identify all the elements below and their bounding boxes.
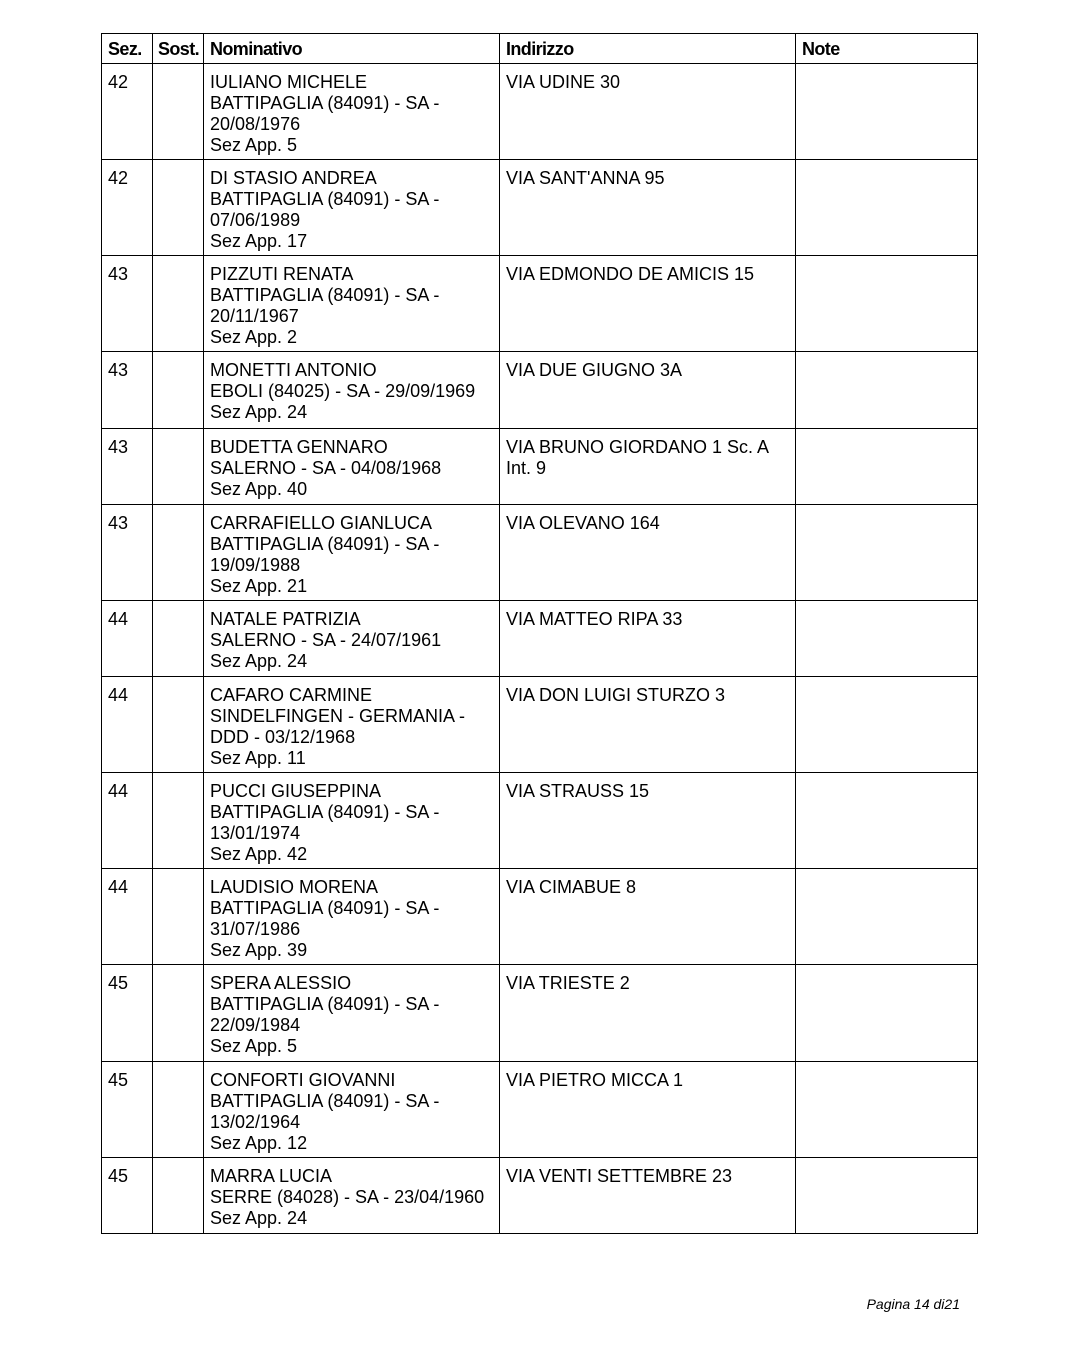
person-name: IULIANO MICHELE <box>210 72 368 92</box>
cell-nominativo <box>204 160 500 256</box>
cell-nominativo <box>204 869 500 965</box>
header-note: Note <box>796 34 978 64</box>
cell-indirizzo <box>500 869 796 965</box>
table-row <box>102 677 978 773</box>
table-row <box>102 352 978 429</box>
birth-info: BATTIPAGLIA (84091) - SA - <box>210 285 440 305</box>
page-number: Pagina 14 di21 <box>866 1296 960 1312</box>
cell-indirizzo <box>500 773 796 869</box>
address: VIA OLEVANO 164 <box>506 513 660 533</box>
voter-table <box>101 33 978 1234</box>
table-row <box>102 64 978 160</box>
cell-indirizzo <box>500 601 796 677</box>
birth-info: SALERNO - SA - 04/08/1968 <box>210 458 442 478</box>
cell-sost <box>153 677 204 773</box>
sez-app: Sez App. 24 <box>210 1208 308 1228</box>
header-indirizzo: Indirizzo <box>500 34 796 64</box>
cell-indirizzo <box>500 64 796 160</box>
sez-app: Sez App. 5 <box>210 1036 298 1056</box>
cell-sez: 43 <box>102 352 153 429</box>
person-name: BUDETTA GENNARO <box>210 437 388 457</box>
cell-nominativo <box>204 505 500 601</box>
cell-nominativo <box>204 773 500 869</box>
sez-app: Sez App. 12 <box>210 1133 308 1153</box>
person-name: CARRAFIELLO GIANLUCA <box>210 513 433 533</box>
cell-sost <box>153 352 204 429</box>
birth-info: EBOLI (84025) - SA - 29/09/1969 <box>210 381 476 401</box>
cell-indirizzo <box>500 1062 796 1158</box>
person-name: CONFORTI GIOVANNI <box>210 1070 396 1090</box>
address: VIA DON LUIGI STURZO 3 <box>506 685 726 705</box>
cell-nominativo <box>204 256 500 352</box>
cell-note <box>796 677 978 773</box>
cell-indirizzo <box>500 677 796 773</box>
address: VIA VENTI SETTEMBRE 23 <box>506 1166 733 1186</box>
cell-nominativo <box>204 64 500 160</box>
cell-nominativo <box>204 1062 500 1158</box>
cell-indirizzo <box>500 429 796 505</box>
birth-info: BATTIPAGLIA (84091) - SA - <box>210 994 440 1014</box>
cell-nominativo <box>204 965 500 1062</box>
header-nominativo: Nominativo <box>204 34 500 64</box>
person-name: PUCCI GIUSEPPINA <box>210 781 382 801</box>
cell-note <box>796 773 978 869</box>
table-row <box>102 1158 978 1234</box>
cell-nominativo <box>204 429 500 505</box>
address: VIA BRUNO GIORDANO 1 Sc. A Int. 9 <box>506 437 769 478</box>
cell-sez: 44 <box>102 773 153 869</box>
birth-info: SERRE (84028) - SA - 23/04/1960 <box>210 1187 485 1207</box>
address: VIA EDMONDO DE AMICIS 15 <box>506 264 755 284</box>
cell-note <box>796 160 978 256</box>
cell-sost <box>153 1158 204 1234</box>
table-row <box>102 601 978 677</box>
birth-info: 20/11/1967 <box>210 306 299 326</box>
birth-info: SALERNO - SA - 24/07/1961 <box>210 630 442 650</box>
birth-info: 20/08/1976 <box>210 114 301 134</box>
sez-app: Sez App. 42 <box>210 844 308 864</box>
table-row <box>102 505 978 601</box>
sez-app: Sez App. 40 <box>210 479 308 499</box>
cell-note <box>796 1062 978 1158</box>
person-name: CAFARO CARMINE <box>210 685 373 705</box>
cell-sez: 45 <box>102 1062 153 1158</box>
sez-app: Sez App. 17 <box>210 231 308 251</box>
table-body <box>102 64 978 1234</box>
person-name: MARRA LUCIA <box>210 1166 333 1186</box>
cell-note <box>796 505 978 601</box>
birth-info: BATTIPAGLIA (84091) - SA - <box>210 189 440 209</box>
birth-info: BATTIPAGLIA (84091) - SA - <box>210 898 440 918</box>
cell-sez: 44 <box>102 601 153 677</box>
cell-sez: 43 <box>102 505 153 601</box>
cell-sost <box>153 64 204 160</box>
birth-info: 22/09/1984 <box>210 1015 301 1035</box>
cell-sost <box>153 869 204 965</box>
person-name: LAUDISIO MORENA <box>210 877 379 897</box>
cell-note <box>796 429 978 505</box>
table-row <box>102 256 978 352</box>
cell-indirizzo <box>500 256 796 352</box>
cell-indirizzo <box>500 505 796 601</box>
cell-sost <box>153 601 204 677</box>
table-header-row <box>102 34 978 64</box>
sez-app: Sez App. 39 <box>210 940 308 960</box>
cell-note <box>796 601 978 677</box>
cell-sez: 43 <box>102 429 153 505</box>
birth-info: BATTIPAGLIA (84091) - SA - <box>210 1091 440 1111</box>
sez-app: Sez App. 24 <box>210 651 308 671</box>
birth-info: BATTIPAGLIA (84091) - SA - <box>210 534 440 554</box>
cell-sost <box>153 505 204 601</box>
cell-indirizzo <box>500 352 796 429</box>
address: VIA UDINE 30 <box>506 72 621 92</box>
cell-sez: 45 <box>102 965 153 1062</box>
cell-sez: 45 <box>102 1158 153 1234</box>
cell-sost <box>153 773 204 869</box>
person-name: PIZZUTI RENATA <box>210 264 354 284</box>
address: VIA STRAUSS 15 <box>506 781 650 801</box>
person-name: DI STASIO ANDREA <box>210 168 377 188</box>
sez-app: Sez App. 24 <box>210 402 308 422</box>
cell-note <box>796 965 978 1062</box>
birth-info: DDD - 03/12/1968 <box>210 727 356 747</box>
cell-indirizzo <box>500 965 796 1062</box>
birth-info: BATTIPAGLIA (84091) - SA - <box>210 93 440 113</box>
cell-sez: 44 <box>102 869 153 965</box>
address: VIA DUE GIUGNO 3A <box>506 360 683 380</box>
birth-info: BATTIPAGLIA (84091) - SA - <box>210 802 440 822</box>
sez-app: Sez App. 5 <box>210 135 298 155</box>
table-row <box>102 773 978 869</box>
cell-sost <box>153 160 204 256</box>
birth-info: 31/07/1986 <box>210 919 301 939</box>
birth-info: 13/01/1974 <box>210 823 301 843</box>
table-row <box>102 160 978 256</box>
birth-info: 19/09/1988 <box>210 555 301 575</box>
table-row <box>102 869 978 965</box>
cell-note <box>796 869 978 965</box>
address: VIA TRIESTE 2 <box>506 973 630 993</box>
cell-sost <box>153 965 204 1062</box>
cell-note <box>796 1158 978 1234</box>
table-row <box>102 965 978 1062</box>
cell-nominativo <box>204 677 500 773</box>
cell-indirizzo <box>500 160 796 256</box>
cell-note <box>796 64 978 160</box>
person-name: SPERA ALESSIO <box>210 973 352 993</box>
address: VIA PIETRO MICCA 1 <box>506 1070 684 1090</box>
sez-app: Sez App. 21 <box>210 576 308 596</box>
birth-info: 07/06/1989 <box>210 210 301 230</box>
cell-note <box>796 352 978 429</box>
cell-sez: 42 <box>102 64 153 160</box>
cell-nominativo <box>204 1158 500 1234</box>
header-sost: Sost. <box>153 34 204 64</box>
cell-sost <box>153 429 204 505</box>
cell-note <box>796 256 978 352</box>
birth-info: SINDELFINGEN - GERMANIA - <box>210 706 466 726</box>
table-row <box>102 429 978 505</box>
address: VIA MATTEO RIPA 33 <box>506 609 683 629</box>
cell-indirizzo <box>500 1158 796 1234</box>
cell-sost <box>153 1062 204 1158</box>
address: VIA SANT'ANNA 95 <box>506 168 665 188</box>
cell-sez: 42 <box>102 160 153 256</box>
header-sez: Sez. <box>102 34 153 64</box>
person-name: NATALE PATRIZIA <box>210 609 361 629</box>
birth-info: 13/02/1964 <box>210 1112 301 1132</box>
address: VIA CIMABUE 8 <box>506 877 637 897</box>
cell-sez: 44 <box>102 677 153 773</box>
sez-app: Sez App. 11 <box>210 748 306 768</box>
cell-nominativo <box>204 352 500 429</box>
cell-sost <box>153 256 204 352</box>
table-row <box>102 1062 978 1158</box>
person-name: MONETTI ANTONIO <box>210 360 377 380</box>
cell-nominativo <box>204 601 500 677</box>
sez-app: Sez App. 2 <box>210 327 298 347</box>
cell-sez: 43 <box>102 256 153 352</box>
